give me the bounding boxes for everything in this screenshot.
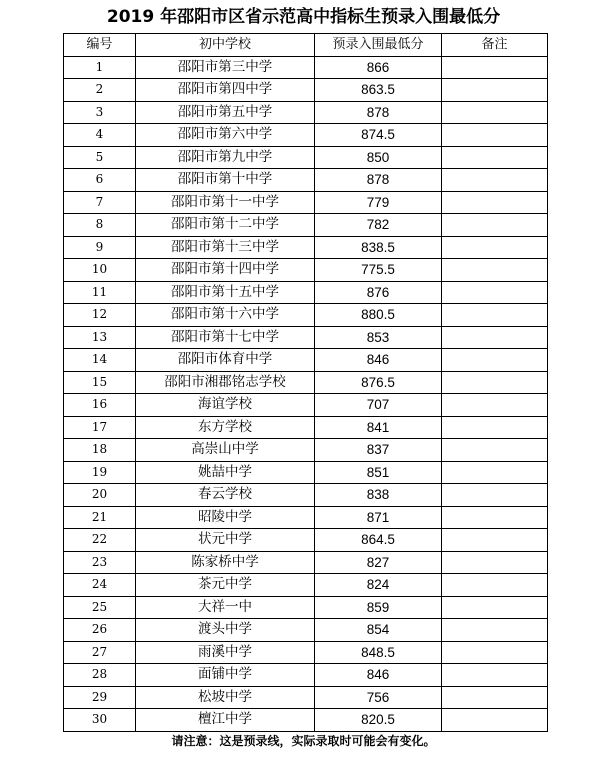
- row-score: 850: [315, 146, 442, 169]
- row-school: 邵阳市第十七中学: [136, 326, 315, 349]
- row-index: 26: [64, 619, 136, 642]
- header-index: 编号: [64, 34, 136, 57]
- row-school: 邵阳市体育中学: [136, 349, 315, 372]
- row-remark: [442, 56, 548, 79]
- row-school: 陈家桥中学: [136, 551, 315, 574]
- row-remark: [442, 394, 548, 417]
- row-school: 邵阳市第十五中学: [136, 281, 315, 304]
- row-index: 13: [64, 326, 136, 349]
- table-row: [64, 416, 548, 439]
- row-index: 4: [64, 124, 136, 147]
- row-score: 846: [315, 664, 442, 687]
- row-score: 853: [315, 326, 442, 349]
- row-index: 16: [64, 394, 136, 417]
- row-index: 17: [64, 416, 136, 439]
- table-row: [64, 484, 548, 507]
- row-index: 14: [64, 349, 136, 372]
- table-row: [64, 664, 548, 687]
- row-index: 25: [64, 596, 136, 619]
- footnote: 请注意：这是预录线，实际录取时可能会有变化。: [171, 734, 436, 748]
- row-index: 15: [64, 371, 136, 394]
- row-remark: [442, 484, 548, 507]
- row-index: 27: [64, 641, 136, 664]
- row-remark: [442, 709, 548, 732]
- row-remark: [442, 236, 548, 259]
- table-row: [64, 304, 548, 327]
- header-remark: 备注: [442, 34, 548, 57]
- row-school: 雨溪中学: [136, 641, 315, 664]
- row-remark: [442, 619, 548, 642]
- row-score: 878: [315, 169, 442, 192]
- row-score: 876.5: [315, 371, 442, 394]
- row-score: 846: [315, 349, 442, 372]
- row-index: 30: [64, 709, 136, 732]
- row-score: 782: [315, 214, 442, 237]
- row-remark: [442, 304, 548, 327]
- row-school: 状元中学: [136, 529, 315, 552]
- row-index: 8: [64, 214, 136, 237]
- row-remark: [442, 169, 548, 192]
- row-remark: [442, 596, 548, 619]
- row-score: 838.5: [315, 236, 442, 259]
- row-remark: [442, 574, 548, 597]
- row-index: 7: [64, 191, 136, 214]
- table-row: [64, 169, 548, 192]
- row-school: 大祥一中: [136, 596, 315, 619]
- row-score: 854: [315, 619, 442, 642]
- table-row: [64, 709, 548, 732]
- row-index: 21: [64, 506, 136, 529]
- row-score: 859: [315, 596, 442, 619]
- page-title: 2019 年邵阳市区省示范高中指标生预录入围最低分: [106, 7, 501, 27]
- row-school: 邵阳市第十六中学: [136, 304, 315, 327]
- row-remark: [442, 214, 548, 237]
- table-row: [64, 574, 548, 597]
- row-school: 邵阳市第十四中学: [136, 259, 315, 282]
- row-school: 邵阳市第四中学: [136, 79, 315, 102]
- table-row: [64, 191, 548, 214]
- header-score: 预录入围最低分: [315, 34, 442, 57]
- row-school: 邵阳市第五中学: [136, 101, 315, 124]
- table-row: [64, 124, 548, 147]
- table-row: [64, 326, 548, 349]
- row-school: 邵阳市第十中学: [136, 169, 315, 192]
- row-score: 707: [315, 394, 442, 417]
- row-school: 渡头中学: [136, 619, 315, 642]
- row-score: 871: [315, 506, 442, 529]
- table-row: [64, 641, 548, 664]
- row-remark: [442, 664, 548, 687]
- row-remark: [442, 349, 548, 372]
- row-school: 面铺中学: [136, 664, 315, 687]
- row-index: 24: [64, 574, 136, 597]
- row-school: 檀江中学: [136, 709, 315, 732]
- row-school: 姚喆中学: [136, 461, 315, 484]
- table-row: [64, 551, 548, 574]
- row-school: 昭陵中学: [136, 506, 315, 529]
- table-row: [64, 506, 548, 529]
- row-score: 837: [315, 439, 442, 462]
- row-index: 23: [64, 551, 136, 574]
- score-table: [63, 33, 548, 732]
- table-row: [64, 101, 548, 124]
- row-score: 756: [315, 686, 442, 709]
- row-index: 6: [64, 169, 136, 192]
- row-remark: [442, 461, 548, 484]
- table-row: [64, 529, 548, 552]
- row-school: 松坡中学: [136, 686, 315, 709]
- row-school: 茶元中学: [136, 574, 315, 597]
- row-remark: [442, 326, 548, 349]
- table-row: [64, 349, 548, 372]
- row-index: 2: [64, 79, 136, 102]
- row-school: 邵阳市第三中学: [136, 56, 315, 79]
- row-remark: [442, 686, 548, 709]
- row-score: 863.5: [315, 79, 442, 102]
- table-row: [64, 146, 548, 169]
- row-score: 838: [315, 484, 442, 507]
- row-score: 878: [315, 101, 442, 124]
- row-remark: [442, 529, 548, 552]
- row-index: 19: [64, 461, 136, 484]
- table-row: [64, 461, 548, 484]
- table-row: [64, 394, 548, 417]
- row-school: 邵阳市第六中学: [136, 124, 315, 147]
- table-row: [64, 281, 548, 304]
- row-school: 春云学校: [136, 484, 315, 507]
- row-school: 邵阳市第十二中学: [136, 214, 315, 237]
- row-remark: [442, 101, 548, 124]
- table-row: [64, 619, 548, 642]
- row-remark: [442, 146, 548, 169]
- row-index: 22: [64, 529, 136, 552]
- row-score: 841: [315, 416, 442, 439]
- row-school: 东方学校: [136, 416, 315, 439]
- row-remark: [442, 506, 548, 529]
- row-index: 3: [64, 101, 136, 124]
- row-score: 876: [315, 281, 442, 304]
- row-remark: [442, 371, 548, 394]
- table-row: [64, 596, 548, 619]
- row-remark: [442, 281, 548, 304]
- row-remark: [442, 259, 548, 282]
- row-school: 邵阳市第十一中学: [136, 191, 315, 214]
- row-remark: [442, 191, 548, 214]
- row-school: 邵阳市第十三中学: [136, 236, 315, 259]
- table-body: [64, 56, 548, 731]
- row-score: 827: [315, 551, 442, 574]
- row-index: 1: [64, 56, 136, 79]
- table-row: [64, 56, 548, 79]
- row-index: 5: [64, 146, 136, 169]
- table-row: [64, 214, 548, 237]
- row-index: 20: [64, 484, 136, 507]
- row-score: 775.5: [315, 259, 442, 282]
- row-index: 18: [64, 439, 136, 462]
- row-score: 880.5: [315, 304, 442, 327]
- row-index: 12: [64, 304, 136, 327]
- row-remark: [442, 124, 548, 147]
- row-remark: [442, 641, 548, 664]
- row-index: 29: [64, 686, 136, 709]
- table-header-row: [64, 34, 548, 57]
- table-row: [64, 259, 548, 282]
- row-remark: [442, 79, 548, 102]
- table-row: [64, 439, 548, 462]
- table-row: [64, 79, 548, 102]
- row-index: 9: [64, 236, 136, 259]
- row-score: 779: [315, 191, 442, 214]
- row-remark: [442, 439, 548, 462]
- header-school: 初中学校: [136, 34, 315, 57]
- row-score: 824: [315, 574, 442, 597]
- table-row: [64, 236, 548, 259]
- row-index: 11: [64, 281, 136, 304]
- row-school: 高崇山中学: [136, 439, 315, 462]
- row-score: 874.5: [315, 124, 442, 147]
- row-score: 820.5: [315, 709, 442, 732]
- row-score: 848.5: [315, 641, 442, 664]
- row-index: 28: [64, 664, 136, 687]
- row-school: 邵阳市第九中学: [136, 146, 315, 169]
- row-remark: [442, 416, 548, 439]
- row-index: 10: [64, 259, 136, 282]
- table-row: [64, 686, 548, 709]
- row-school: 海谊学校: [136, 394, 315, 417]
- row-remark: [442, 551, 548, 574]
- row-score: 866: [315, 56, 442, 79]
- row-score: 864.5: [315, 529, 442, 552]
- row-school: 邵阳市湘郡铭志学校: [136, 371, 315, 394]
- table-row: [64, 371, 548, 394]
- row-score: 851: [315, 461, 442, 484]
